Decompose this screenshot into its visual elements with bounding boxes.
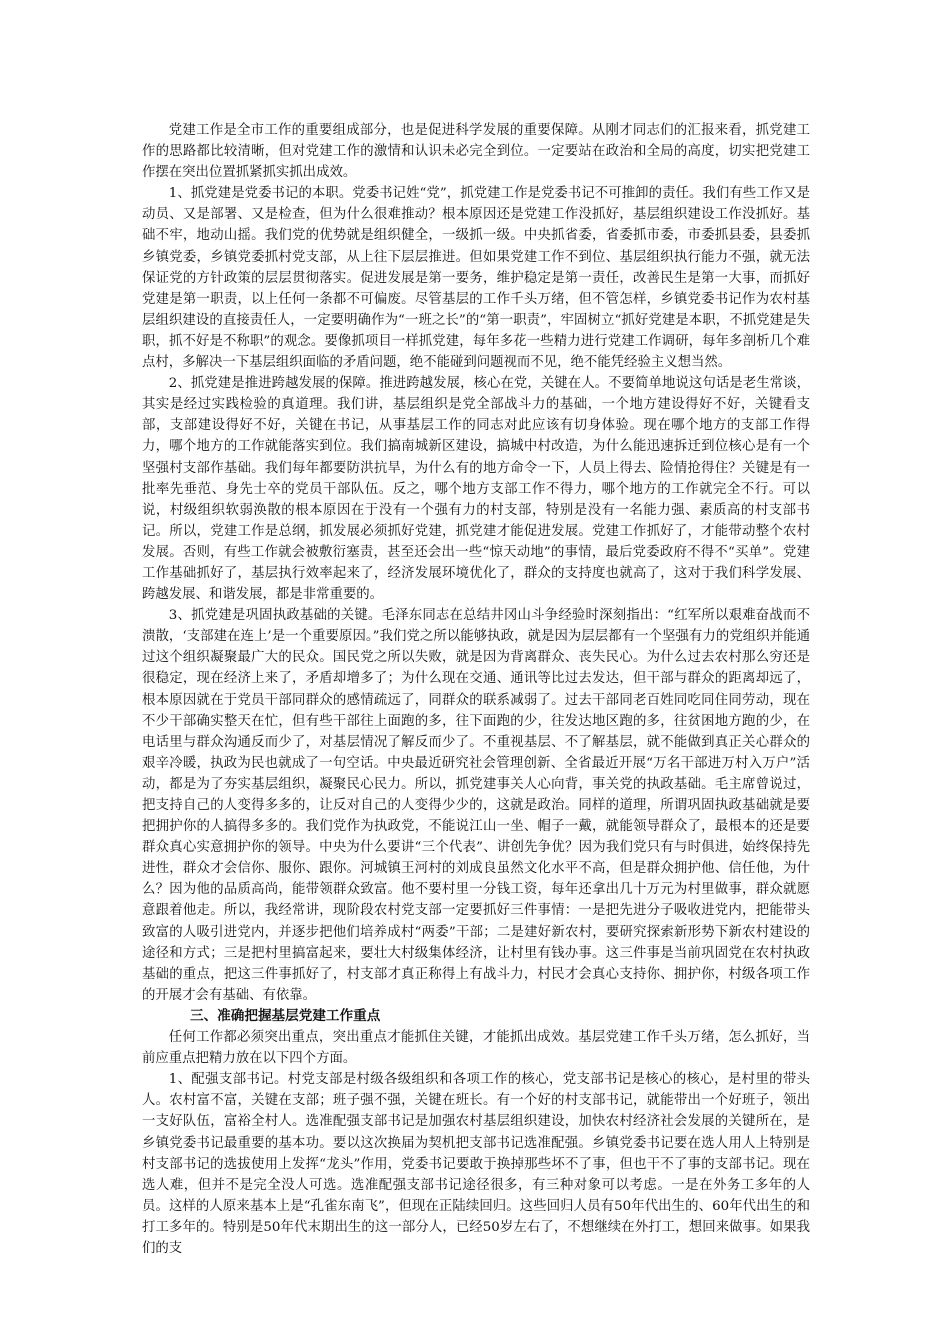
paragraph-intro: 党建工作是全市工作的重要组成部分，也是促进科学发展的重要保障。从刚才同志们的汇报来看，抓党建工作的思路都比较清晰，但对党建工作的激情和认识未必完全到位。一定要站在政治和全局的高度，切实把党建工作摆在突出位置抓紧抓实抓出成效。 (142, 123, 810, 181)
paragraph-point-3: 3、抓党建是巩固执政基础的关键。毛泽东同志在总结井冈山斗争经验时深刻指出：“红军所以艰难奋战而不溃散，‘支部建在连上’是一个重要原因。”我们党之所以能够执政，就是因为层层都有一个坚强有力的党组织并能通过这个组织凝聚最广大的民众。国民党之所以失败，就是因为背离群众、丧失民心。为什么过去农村那么穷还是很稳定，现在经济上来了，矛盾却增多了；为什么现在交通、通讯等比过去发达，但干部与群众的距离却远了，根本原因就在于党员干部同群众的感情疏远了，同群众的联系减弱了。过去干部同老百姓同吃同住同劳动，现在不少干部确实整天在忙，但有些干部往上面跑的多，往下面跑的少，往发达地区跑的多，往贫困地方跑的少，在电话里与群众沟通反而少了，对基层情况了解反而少了。不重视基层、不了解基层，就不能做到真正关心群众的艰辛冷暖，执政为民也就成了一句空话。中央最近研究社会管理创新、全省最近开展“万名干部进万村入万户”活动，都是为了夯实基层组织，凝聚民心民力。所以，抓党建事关人心向背，事关党的执政基础。毛主席曾说过，把支持自己的人变得多多的，让反对自己的人变得少少的，这就是政治。同样的道理，所谓巩固执政基础就是要把拥护你的人搞得多多的。我们党作为执政党，不能说江山一坐、帽子一戴，就能领导群众了，最根本的还是要群众真心实意拥护你的领导。中央为什么要讲“三个代表”、讲创先争优？因为我们党只有与时俱进，始终保持先进性，群众才会信你、服你、跟你。河城镇王河村的刘成良虽然文化水平不高，但是群众拥护他、信任他，为什么？因为他的品质高尚，能带领群众致富。他不要村里一分钱工资，每年还拿出几十万元为村里做事，群众就愿意跟着他走。所以，我经常讲，现阶段农村党支部一定要抓好三件事情：一是把先进分子吸收进党内，把能带头致富的人吸引进党内，并逐步把他们培养成村“两委”干部；二是建好新农村，要研究探索新形势下新农村建设的途径和方式；三是把村里搞富起来，要壮大村级集体经济，让村里有钱办事。这三件事是当前巩固党在农村执政基础的重点，把这三件事抓好了，村支部才真正称得上有战斗力，村民才会真心支持你、拥护你，村级各项工作的开展才会有基础、有依靠。 (142, 608, 810, 1003)
paragraph-point-1: 1、抓党建是党委书记的本职。党委书记姓“党”，抓党建工作是党委书记不可推卸的责任。我们有些工作又是动员、又是部署、又是检查，但为什么很难推动？根本原因还是党建工作没抓好，基层组织建设工作没抓好。基础不牢，地动山摇。我们党的优势就是组织健全，一级抓一级。中央抓省委，省委抓市委，市委抓县委，县委抓乡镇党委，乡镇党委抓村党支部，从上往下层层推进。但如果党建工作不到位、基层组织执行能力不强，就无法保证党的方针政策的层层贯彻落实。促进发展是第一要务，维护稳定是第一责任，改善民生是第一大事，而抓好党建是第一职责，以上任何一条都不可偏废。尽管基层的工作千头万绪，但不管怎样，乡镇党委书记作为农村基层组织建设的直接责任人，一定要明确作为“一班之长”的“第一职责”，牢固树立“抓好党建是本职，不抓党建是失职，抓不好是不称职”的观念。要像抓项目一样抓党建，每年多花一些精力进行党建工作调研，每年多剖析几个难点村，多解决一下基层组织面临的矛盾问题，绝不能碰到问题视而不见，绝不能凭经验主义想当然。 (142, 186, 810, 371)
document-page (142, 120, 810, 1259)
section-heading: 三、准确把握基层党建工作重点 (190, 1007, 381, 1024)
paragraph-section-intro: 任何工作都必须突出重点，突出重点才能抓住关键，才能抓出成效。基层党建工作千头万绪，怎么抓好，当前应重点把精力放在以下四个方面。 (142, 1030, 810, 1067)
paragraph-section-point-1: 1、配强支部书记。村党支部是村级各级组织和各项工作的核心，党支部书记是核心的核心，是村里的带头人。农村富不富，关键在支部；班子强不强，关键在班长。有一个好的村支部书记，就能带出一个好班子，领出一支好队伍，富裕全村人。选准配强支部书记是加强农村基层组织建设，加快农村经济社会发展的关键所在，是乡镇党委书记最重要的基本功。要以这次换届为契机把支部书记选准配强。乡镇党委书记要在选人用人上特别是村支部书记的选拔使用上发挥“龙头”作用，党委书记要敢于换掉那些坏不了事，但也干不了事的支部书记。现在选人难，但并不是完全没人可选。选准配强支部书记途径很多，有三种对象可以考虑。一是在外务工多年的人员。这样的人原来基本上是“孔雀东南飞”，但现在正陆续回归。这些回归人员有50年代出生的、60年代出生的和打工多年的。特别是50年代末期出生的这一部分人，已经50岁左右了，不想继续在外打工，想回来做事。如果我们的支 (142, 1072, 810, 1256)
paragraph-point-2: 2、抓党建是推进跨越发展的保障。推进跨越发展，核心在党，关键在人。不要简单地说这句话是老生常谈，其实是经过实践检验的真道理。我们讲，基层组织是党全部战斗力的基础，一个地方建设得好不好，关键看支部，支部建设得好不好，关键在书记，从事基层工作的同志对此应该有切身体验。现在哪个地方的支部工作得力，哪个地方的工作就能落实到位。我们搞南城新区建设，搞城中村改造，为什么能迅速拆迁到位核心是有一个坚强村支部作基础。我们每年都要防洪抗旱，为什么有的地方命令一下，人员上得去、险情抢得住？关键是有一批率先垂范、身先士卒的党员干部队伍。反之，哪个地方支部工作不得力，哪个地方的工作就完全不行。可以说，村级组织软弱涣散的根本原因在于没有一个强有力的村支部，特别是没有一名能力强、素质高的村支部书记。所以，党建工作是总纲，抓发展必须抓好党建，抓党建才能促进发展。党建工作抓好了，才能带动整个农村发展。否则，有些工作就会被敷衍塞责，甚至还会出一些“惊天动地”的事情，最后党委政府不得不“买单”。党建工作基础抓好了，基层执行效率起来了，经济发展环境优化了，群众的支持度也就高了，这对于我们科学发展、跨越发展、和谐发展，都是非常重要的。 (142, 376, 810, 603)
